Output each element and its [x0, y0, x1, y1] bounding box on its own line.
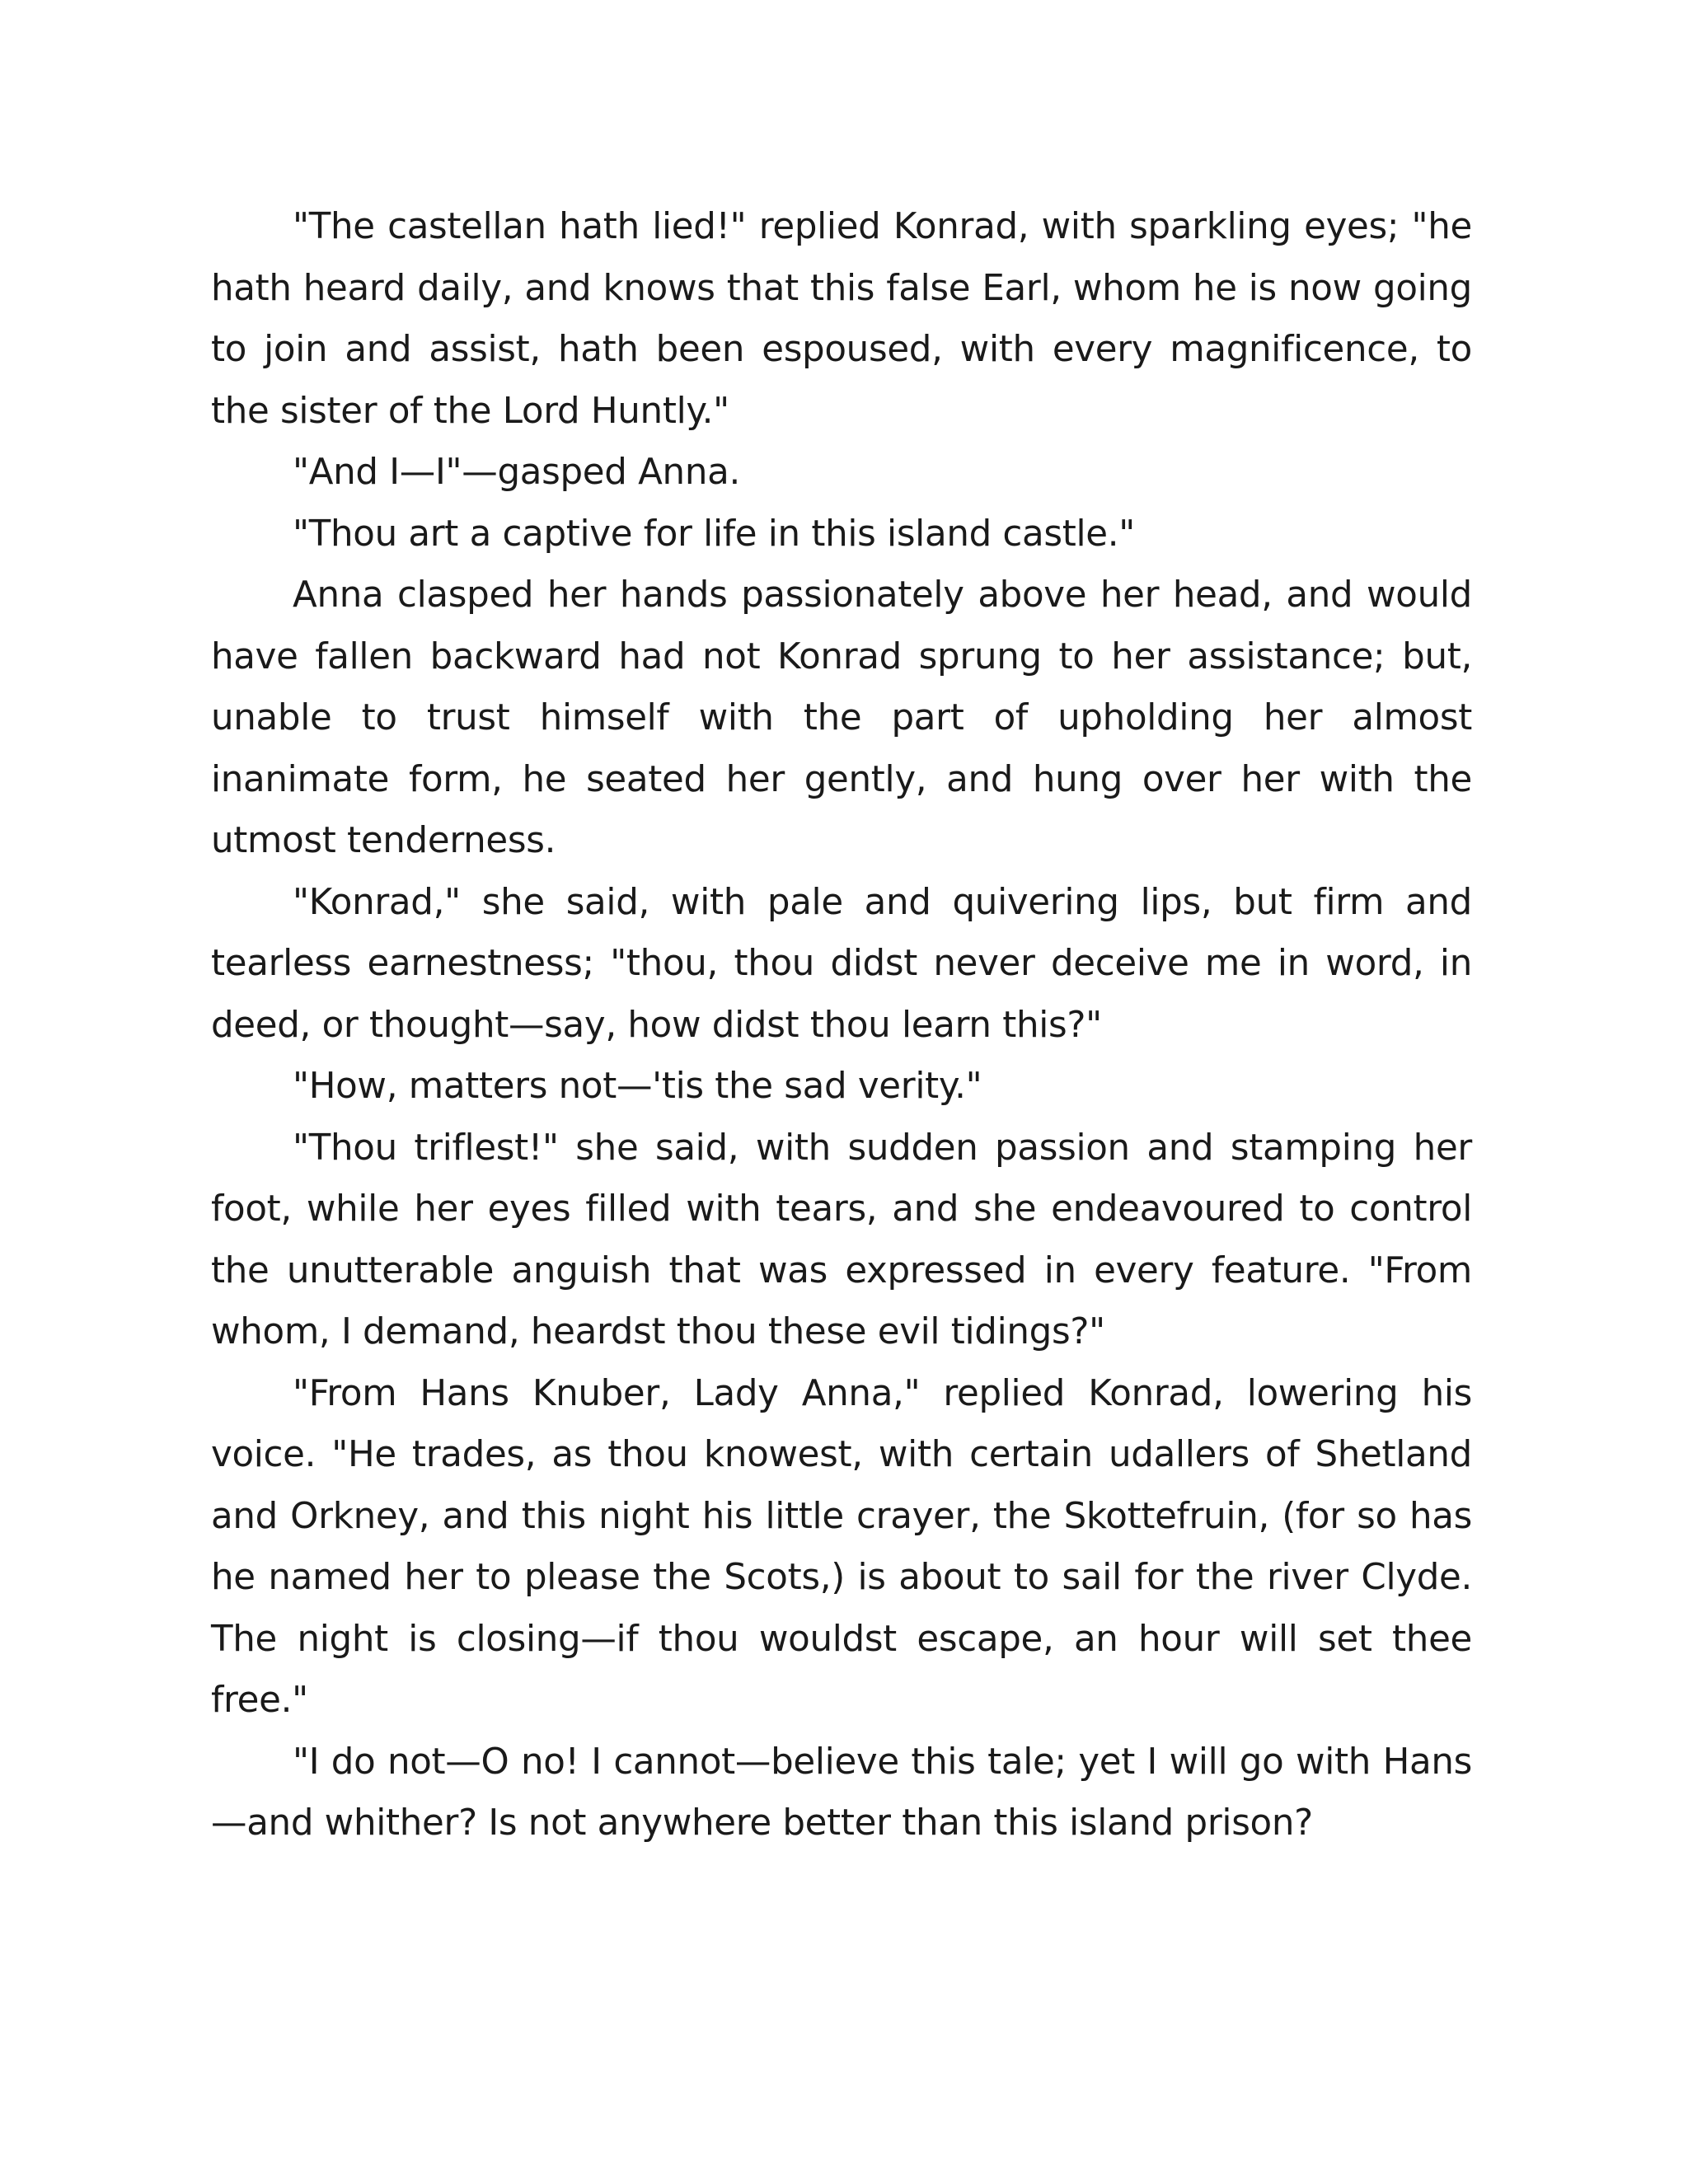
paragraph: "Thou triflest!" she said, with sudden passion and stamping her foot, while her eyes filled with tears, and she endeavoured to control the unutterable anguish that was expressed in every feature. "From whom, I demand, heardst thou these evil tidings?": [211, 1127, 1472, 1352]
paragraph: "I do not—O no! I cannot—believe this tale; yet I will go with Hans—and whither? Is not anywhere better than this island prison?: [211, 1741, 1472, 1844]
paragraph: "From Hans Knuber, Lady Anna," replied Konrad, lowering his voice. "He trades, as thou knowest, with certain udallers of Shetland and Orkney, and this night his little crayer, the Skottefruin, (for so has he named her to please the Scots,) is about to sail for the river Clyde. The night is closing—if thou wouldst escape, an hour will set thee free.": [211, 1372, 1472, 1721]
paragraph: "And I—I"—gasped Anna.: [293, 452, 740, 493]
paragraph: "Thou art a captive for life in this island castle.": [293, 513, 1136, 555]
paragraph: Anna clasped her hands passionately above her head, and would have fallen backward had not Konrad sprung to her assistance; but, unable to trust himself with the part of upholding her almost inanimate form, he seated her gently, and hung over her with the utmost tenderness.: [211, 574, 1472, 861]
paragraph: "How, matters not—'tis the sad verity.": [293, 1066, 982, 1107]
page-body: [211, 196, 1472, 1854]
paragraph: "The castellan hath lied!" replied Konrad, with sparkling eyes; "he hath heard daily, and knows that this false Earl, whom he is now going to join and assist, hath been espoused, with every magnificence, to the sister of the Lord Huntly.": [211, 206, 1472, 432]
paragraph: "Konrad," she said, with pale and quivering lips, but firm and tearless earnestness; "thou, thou didst never deceive me in word, in deed, or thought—say, how didst thou learn this?": [211, 881, 1472, 1046]
